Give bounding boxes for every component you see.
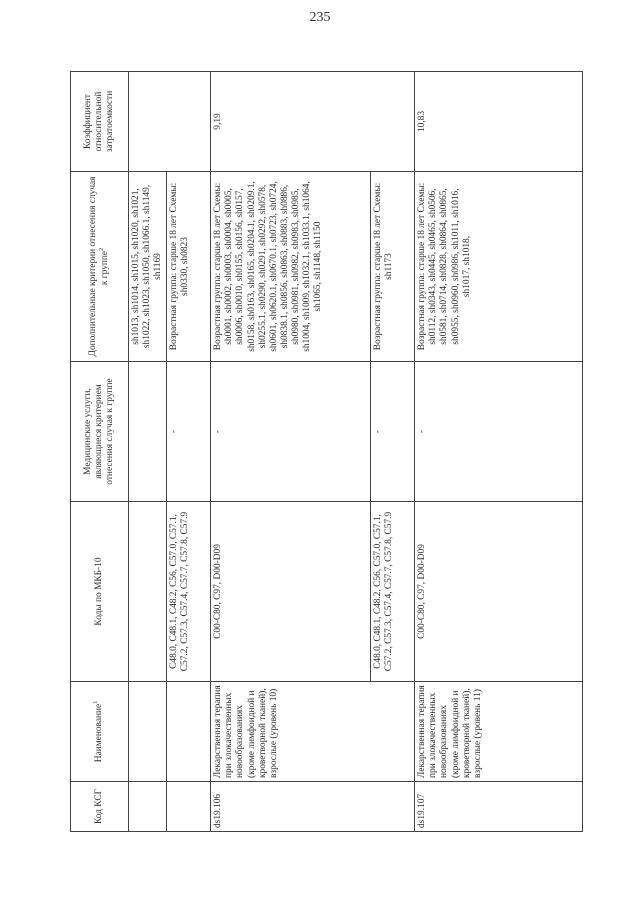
cell-coef (129, 72, 211, 172)
table-row (129, 72, 167, 832)
cell-services: - (167, 362, 211, 502)
header-services: Медицинские услуги, являющиеся критерием отнесения случая к группе (71, 362, 129, 502)
table-header-row (71, 72, 129, 832)
cell-coef: 10,83 (415, 72, 583, 172)
cell-criteria: Возрастная группа: старше 18 лет Схемы: sh0001, sh0002, sh0003, sh0004, sh0005, sh0006, sh0010, sh0155, sh0156, sh0157, sh0158, sh0163, sh0165, sh0204.1, sh0209.1, sh0255.1, sh0290, sh0291, sh0292, sh0578, sh0601, sh0620.1, sh0670.1, sh0723, sh0724, sh0838.1, sh0856, sh0863, sh0883, sh0886, sh0980, sh0981, sh0982, sh0983, sh0985, sh1004, sh1009, sh1032.1, sh1033.1, sh1064, sh1065, sh1148, sh1150 (211, 172, 371, 362)
page-number: 235 (309, 10, 331, 25)
cell-icd: C48.0, C48.1, C48.2, C56, C57.0, C57.1, C57.2, C57.3, C57.4, C57.7, C57.8, C57.9 (371, 502, 415, 682)
header-name: Наименование$^1$ (71, 682, 129, 782)
cell-services (129, 362, 167, 502)
cell-icd: C00-C80, C97, D00-D09 (415, 502, 583, 682)
cell-name: Лекарственная терапия при злокачественных новообразованиях (кроме лимфоидной и кроветворной тканей), взрослые (уровень 11) (415, 682, 583, 782)
table-row (167, 72, 211, 832)
cell-icd: C48.0, C48.1, C48.2, C56, C57.0, C57.1, C57.2, C57.3, C57.4, C57.7, C57.8, C57.9 (167, 502, 211, 682)
cell-name: Лекарственная терапия при злокачественных новообразованиях (кроме лимфоидной и кроветворной тканей), взрослые (уровень 10) (211, 682, 415, 782)
header-criteria: Дополнительные критерии отнесения случая к группе$^2$ (71, 172, 129, 362)
cell-code: ds19.106 (211, 782, 415, 832)
cell-coef: 9,19 (211, 72, 415, 172)
header-icd: Коды по МКБ-10 (71, 502, 129, 682)
header-coef: Коэффициент относительной затратоемкости (71, 72, 129, 172)
cell-code (129, 782, 167, 832)
table-row (211, 72, 371, 832)
cell-name (129, 682, 167, 782)
cell-criteria: sh1013, sh1014, sh1015, sh1020, sh1021, sh1022, sh1023, sh1050, sh1066.1, sh1149, sh1169 (129, 172, 167, 362)
table-row (415, 72, 583, 832)
cell-icd (129, 502, 167, 682)
cell-icd: C00-C80, C97, D00-D09 (211, 502, 371, 682)
ksg-table (70, 71, 583, 832)
cell-services: - (415, 362, 583, 502)
cell-services: - (371, 362, 415, 502)
cell-name (167, 682, 211, 782)
header-code: Код КСГ (71, 782, 129, 832)
cell-criteria: Возрастная группа: старше 18 лет Схемы: sh0330, sh0823 (167, 172, 211, 362)
cell-code: ds19.107 (415, 782, 583, 832)
rotated-table-wrapper (70, 72, 582, 832)
cell-criteria: Возрастная группа: старше 18 лет Схемы: sh1173 (371, 172, 415, 362)
cell-criteria: Возрастная группа: старше 18 лет Схемы: sh0112, sh0343, sh0445, sh0465, sh0506, sh0581, sh0714, sh0828, sh0864, sh0865, sh0955, sh0960, sh0986, sh1011, sh1016, sh1017, sh1018, (415, 172, 583, 362)
cell-code (167, 782, 211, 832)
cell-services: - (211, 362, 371, 502)
